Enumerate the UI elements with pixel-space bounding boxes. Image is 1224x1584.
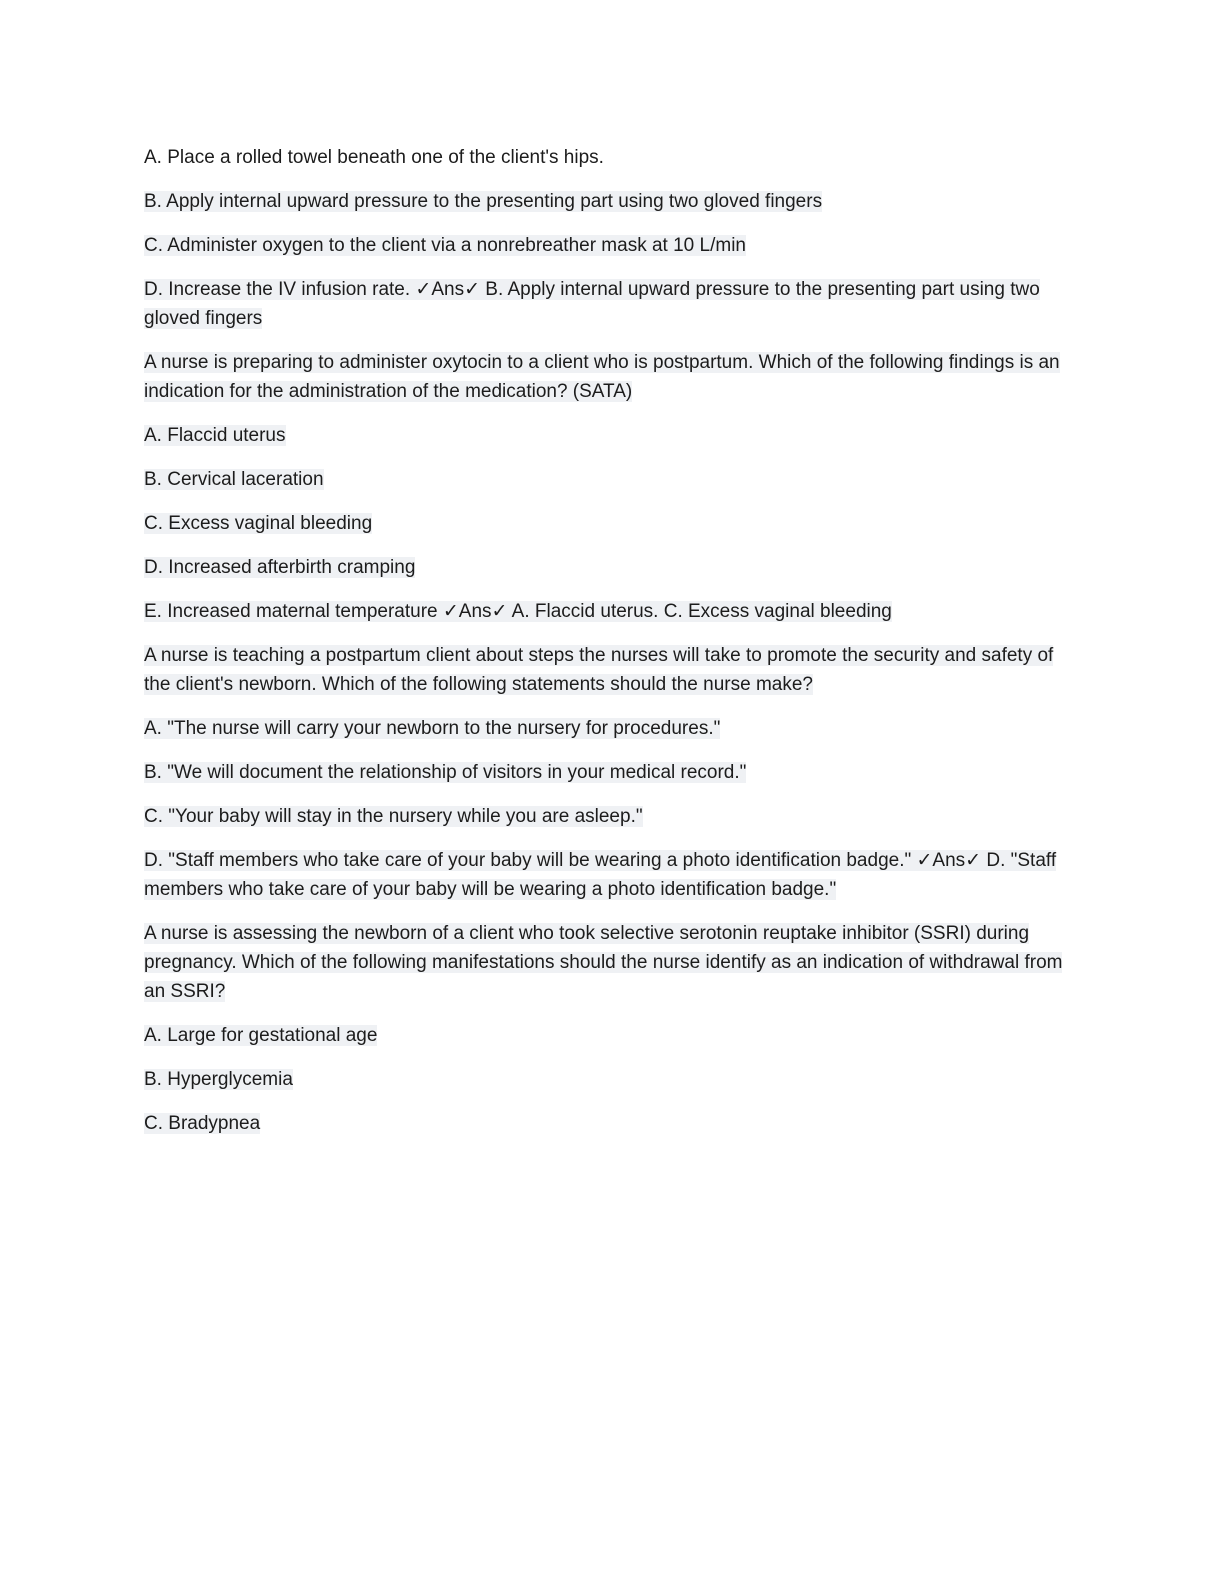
- answer-option-text: A. "The nurse will carry your newborn to the nursery for procedures.": [144, 718, 721, 739]
- answer-option-with-answer: [144, 275, 1080, 333]
- answer-option-with-answer: [144, 597, 1080, 626]
- question-text-body: A nurse is teaching a postpartum client about steps the nurses will take to promote the security and safety of the client's newborn. Which of the following statements should the nurse make?: [144, 645, 1054, 695]
- answer-option: [144, 421, 1080, 450]
- question-text: [144, 919, 1080, 1006]
- question-text-body: A nurse is assessing the newborn of a client who took selective serotonin reuptake inhibitor (SSRI) during pregnancy. Which of the following manifestations should the nurse identify as an indication of withdrawal from an SSRI?: [144, 923, 1063, 1002]
- answer-option-text: A. Large for gestational age: [144, 1025, 378, 1046]
- answer-option-text: A. Place a rolled towel beneath one of the client's hips.: [144, 147, 604, 168]
- answer-option: [144, 553, 1080, 582]
- answer-option-text: C. Excess vaginal bleeding: [144, 513, 373, 534]
- answer-option: [144, 143, 1080, 172]
- answer-option-text: C. "Your baby will stay in the nursery while you are asleep.": [144, 806, 643, 827]
- question-text-body: A nurse is preparing to administer oxytocin to a client who is postpartum. Which of the following findings is an indication for the administration of the medication? (SATA): [144, 352, 1060, 402]
- answer-option-text: A. Flaccid uterus: [144, 425, 286, 446]
- answer-option-text: B. "We will document the relationship of visitors in your medical record.": [144, 762, 747, 783]
- question-text: [144, 348, 1080, 406]
- answer-option-text: B. Cervical laceration: [144, 469, 324, 490]
- answer-option-with-answer: [144, 846, 1080, 904]
- answer-option-text: B. Apply internal upward pressure to the presenting part using two gloved fingers: [144, 191, 823, 212]
- answer-option: [144, 1021, 1080, 1050]
- answer-option: [144, 465, 1080, 494]
- answer-option-text: E. Increased maternal temperature ✓Ans✓ A. Flaccid uterus. C. Excess vaginal bleeding: [144, 601, 892, 622]
- answer-option: [144, 802, 1080, 831]
- answer-option: [144, 509, 1080, 538]
- answer-option: [144, 1065, 1080, 1094]
- answer-option-text: B. Hyperglycemia: [144, 1069, 293, 1090]
- answer-option-text: D. "Staff members who take care of your baby will be wearing a photo identification badge." ✓Ans✓ D. "Staff members who take care of your baby will be wearing a photo identification badge.": [144, 850, 1057, 900]
- answer-option-text: D. Increase the IV infusion rate. ✓Ans✓ B. Apply internal upward pressure to the presenting part using two gloved fingers: [144, 279, 1040, 329]
- answer-option: [144, 231, 1080, 260]
- answer-option: [144, 1109, 1080, 1138]
- answer-option: [144, 714, 1080, 743]
- answer-option-text: D. Increased afterbirth cramping: [144, 557, 416, 578]
- answer-option: [144, 187, 1080, 216]
- question-text: [144, 641, 1080, 699]
- answer-option-text: C. Bradypnea: [144, 1113, 261, 1134]
- answer-option: [144, 758, 1080, 787]
- answer-option-text: C. Administer oxygen to the client via a nonrebreather mask at 10 L/min: [144, 235, 746, 256]
